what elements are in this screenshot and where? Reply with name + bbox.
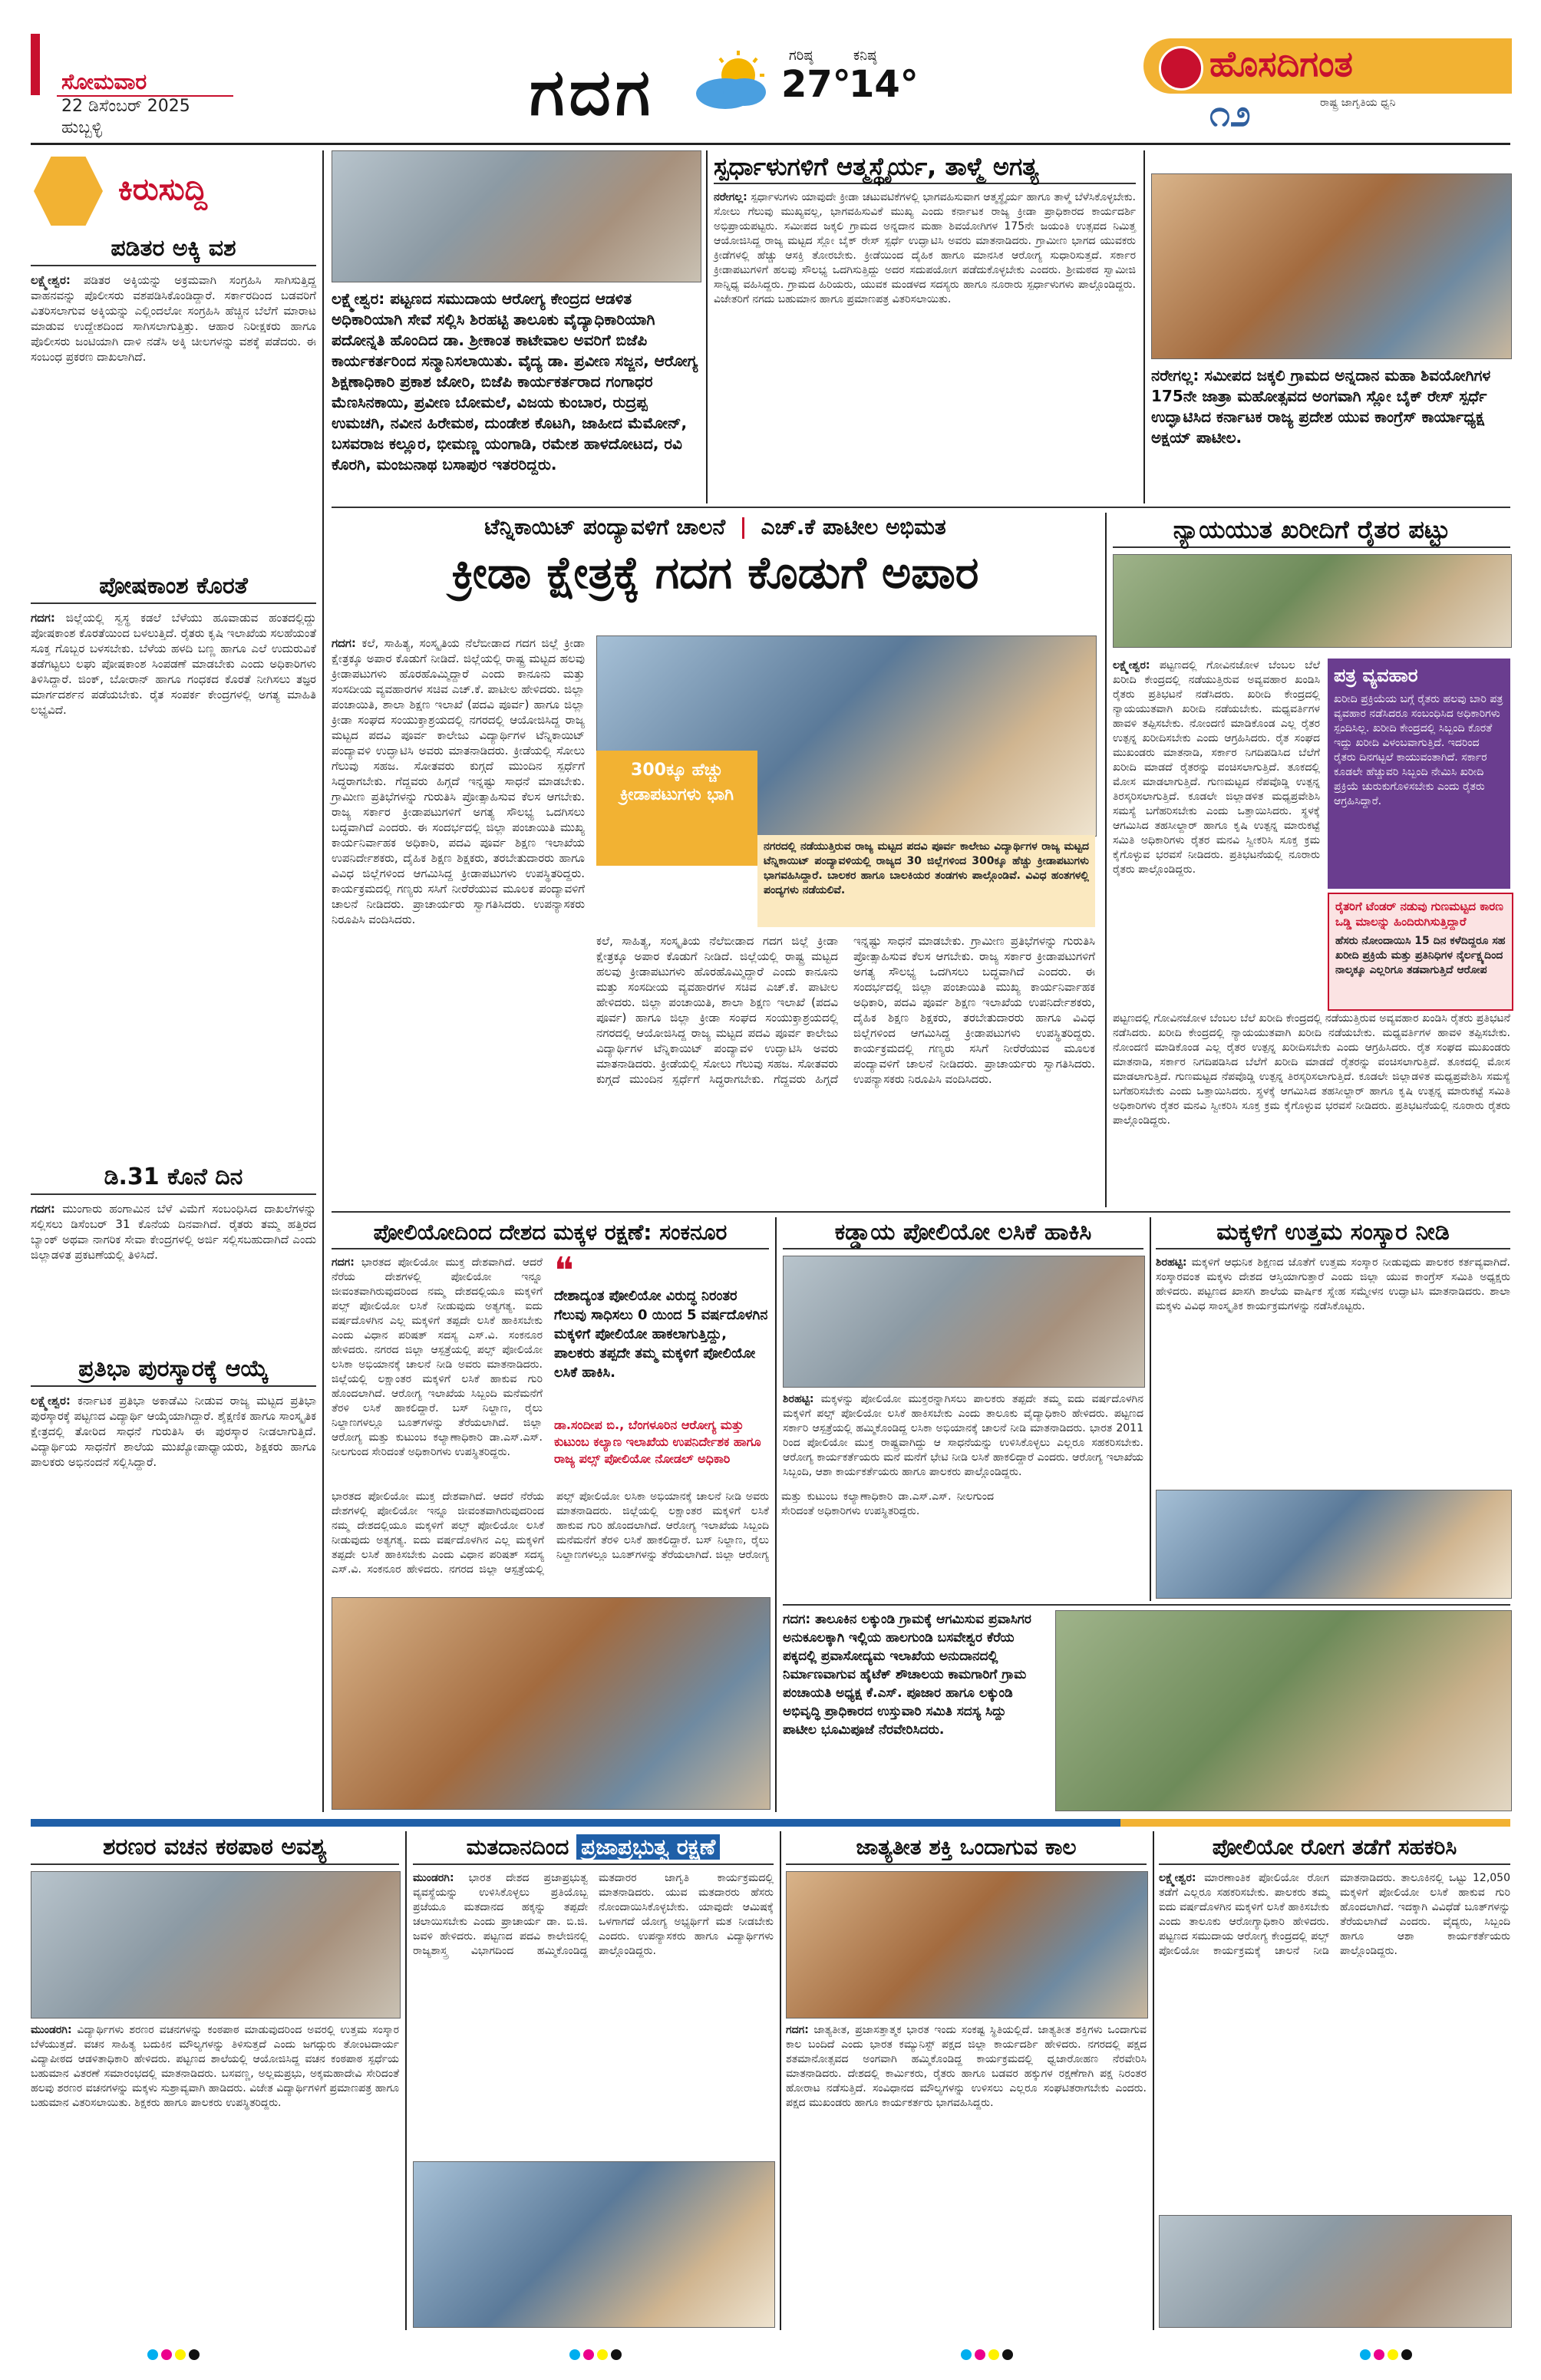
school-event-photo — [1156, 1490, 1512, 1599]
bullet-box — [1328, 893, 1513, 1011]
story-dateline: ಲಕ್ಷ್ಮೇಶ್ವರ: — [1113, 659, 1150, 672]
issue-date: 22 ಡಿಸೆಂಬರ್ 2025 — [61, 97, 190, 116]
story-dateline: ಶಿರಹಟ್ಟಿ: — [1156, 1256, 1187, 1269]
participants-badge — [596, 751, 757, 866]
newspaper-logo — [1143, 38, 1512, 138]
lakkundi-story — [783, 1610, 1510, 1812]
section-rule — [783, 1604, 1510, 1606]
ribbon-cutting-photo — [1151, 173, 1512, 359]
quote-author: ಡಾ.ಸಂದೀಪ ಬಿ., ಬೆಂಗಳೂರಿನ ಆರೋಗ್ಯ ಮತ್ತು ಕುಟುಂಬ ಕಲ್ಯಾಣ ಇಲಾಖೆಯ ಉಪನಿರ್ದೇಶಕ ಹಾಗೂ ರಾಜ್ಯ ಪಲ್ಸ್ ಪೋಲಿಯೋ ನೋಡಲ್ ಅಧಿಕಾರಿ — [554, 1418, 761, 1466]
badge-text: 300ಕ್ಕೂ ಹೆಚ್ಚು ಕ್ರೀಡಾಪಟುಗಳು ಭಾಗಿ — [619, 761, 734, 804]
kicker-left: ಟೆನ್ನಿಕಾಯಿಟ್ ಪಂದ್ಯಾವಳಿಗೆ ಚಾಲನೆ — [484, 514, 726, 540]
top-photo-story — [332, 150, 700, 503]
brief-dateline: ಲಕ್ಷ್ಮೇಶ್ವರ: — [31, 1394, 71, 1408]
letters-box — [1328, 659, 1510, 889]
kicker-right: ಎಚ್.ಕೆ ಪಾಟೀಲ ಅಭಿಮತ — [761, 514, 946, 540]
registration-marks — [1358, 2349, 1435, 2364]
section-rule — [332, 507, 1510, 508]
farmers-protest-photo — [1113, 554, 1512, 648]
story-body: ವಿದ್ಯಾರ್ಥಿಗಳು ಶರಣರ ವಚನಗಳನ್ನು ಕಂಠಪಾಠ ಮಾಡುವುದರಿಂದ ಅವರಲ್ಲಿ ಉತ್ತಮ ಸಂಸ್ಕಾರ ಬೆಳೆಯುತ್ತದೆ. ವಚನ ಸಾಹಿತ್ಯ ಬದುಕಿನ ಮೌಲ್ಯಗಳನ್ನು ತಿಳಿಸುತ್ತದೆ ಎಂದು ಜಗದ್ಗುರು ತೋಂಟದಾರ್ಯ ವಿದ್ಯಾಪೀಠದ ಆಡಳಿತಾಧಿಕಾರಿ ಹೇಳಿದರು. ಪಟ್ಟಣದ ಶಾಲೆಯಲ್ಲಿ ಆಯೋಜಿಸಿದ್ದ ವಚನ ಕಂಠಪಾಠ ಸ್ಪರ್ಧೆಯ ಬಹುಮಾನ ವಿತರಣೆ ಸಮಾರಂಭದಲ್ಲಿ ಮಾತನಾಡಿದರು. ಬಸವಣ್ಣ, ಅಲ್ಲಮಪ್ರಭು, ಅಕ್ಕಮಹಾದೇವಿ ಸೇರಿದಂತೆ ಹಲವು ಶರಣರ ವಚನಗಳನ್ನು ಮಕ್ಕಳು ಸುಶ್ರಾವ್ಯವಾಗಿ ಹಾಡಿದರು. ವಿಜೇತ ವಿದ್ಯಾರ್ಥಿಗಳಿಗೆ ಪ್ರಮಾಣಪತ್ರ ಹಾಗೂ ಬಹುಮಾನ ವಿತರಿಸಲಾಯಿತು. ಶಿಕ್ಷಕರು ಹಾಗೂ ಪಾಲಕರು ಉಪಸ್ಥಿತರಿದ್ದರು. — [31, 2024, 399, 2109]
photo-caption: ನರೇಗಲ್ಲ: ಸಮೀಪದ ಜಕ್ಕಲಿ ಗ್ರಾಮದ ಅನ್ನದಾನ ಮಹಾ ಶಿವಯೋಗಿಗಳ 175ನೇ ಜಾತ್ರಾ ಮಹೋತ್ಸವದ ಅಂಗವಾಗಿ ಸ್ಲೋ ಬೈಕ್ ರೇಸ್ ಸ್ಪರ್ಧೆ ಉದ್ಘಾಟಿಸಿದ ಕರ್ನಾಟಕ ರಾಜ್ಯ ಪ್ರದೇಶ ಯುವ ಕಾಂಗ್ರೆಸ್ ಕಾರ್ಯಾಧ್ಯಕ್ಷ ಅಕ್ಷಯ್ ಪಾಟೀಲ. — [1151, 366, 1491, 447]
story-dateline: ಗದಗ: — [786, 2024, 809, 2036]
bottom-story-polio — [1159, 1831, 1510, 2330]
samskara-story — [1156, 1217, 1510, 1601]
weather-block — [691, 46, 921, 138]
story-body: ಮಾರಣಾಂತಿಕ ಪೋಲಿಯೋ ರೋಗ ತಡೆಗೆ ಎಲ್ಲರೂ ಸಹಕರಿಸಬೇಕು. ಪಾಲಕರು ತಮ್ಮ ಐದು ವರ್ಷದೊಳಗಿನ ಮಕ್ಕಳಿಗೆ ಲಸಿಕೆ ಹಾಕಿಸಬೇಕು ಎಂದು ತಾಲೂಕು ಆರೋಗ್ಯಾಧಿಕಾರಿ ಹೇಳಿದರು. ಪಟ್ಟಣದ ಸಮುದಾಯ ಆರೋಗ್ಯ ಕೇಂದ್ರದಲ್ಲಿ ಪಲ್ಸ್ ಪೋಲಿಯೋ ಕಾರ್ಯಕ್ರಮಕ್ಕೆ ಚಾಲನೆ ನೀಡಿ ಮಾತನಾಡಿದರು. ತಾಲೂಕಿನಲ್ಲಿ ಒಟ್ಟು 12,050 ಮಕ್ಕಳಿಗೆ ಪೋಲಿಯೋ ಲಸಿಕೆ ಹಾಕುವ ಗುರಿ ಹೊಂದಲಾಗಿದೆ. ಇದಕ್ಕಾಗಿ ವಿವಿಧೆಡೆ ಬೂತ್‌ಗಳನ್ನು ತೆರೆಯಲಾಗಿದೆ ಎಂದರು. ವೈದ್ಯರು, ಸಿಬ್ಬಂದಿ ಹಾಗೂ ಆಶಾ ಕಾರ್ಯಕರ್ತೆಯರು ಪಾಲ್ಗೊಂಡಿದ್ದರು. — [1159, 1872, 1510, 1957]
polio-drops-photo — [332, 1597, 770, 1810]
brief-dateline: ಗದಗ: — [31, 1202, 55, 1216]
issue-day: ಸೋಮವಾರ — [61, 69, 147, 94]
brief-body: ಜಿಲ್ಲೆಯಲ್ಲಿ ಸ್ವಸ್ಥ ಕಡಲೆ ಬೆಳೆಯು ಹೂವಾಡುವ ಹಂತದಲ್ಲಿದ್ದು ಪೋಷಕಾಂಶ ಕೊರತೆಯಿಂದ ಬಳಲುತ್ತಿದೆ. ರೈತರು ಕೃಷಿ ಇಲಾಖೆಯ ಸಲಹೆಯಂತೆ ಸೂಕ್ತ ಗೊಬ್ಬರ ಬಳಸಬೇಕು. ಬೆಳೆಯ ಹಳದಿ ಬಣ್ಣ ಹಾಗೂ ಎಲೆ ಉದುರುವಿಕೆ ತಡೆಗಟ್ಟಲು ಲಘು ಪೋಷಕಾಂಶ ಸಿಂಪಡಣೆ ಮಾಡಬೇಕು ಎಂದು ಅಧಿಕಾರಿಗಳು ತಿಳಿಸಿದ್ದಾರೆ. ಜಿಂಕ್, ಬೋರಾನ್ ಹಾಗೂ ಗಂಧಕದ ಕೊರತೆ ನೀಗಿಸಲು ತಜ್ಞರ ಮಾರ್ಗದರ್ಶನ ಪಡೆಯಬೇಕು. ರೈತ ಸಂಪರ್ಕ ಕೇಂದ್ರಗಳಲ್ಲಿ ಅಗತ್ಯ ಮಾಹಿತಿ ಲಭ್ಯವಿದೆ. — [31, 611, 316, 717]
story-headline: ಸ್ಪರ್ಧಾಳುಗಳಿಗೆ ಆತ್ಮಸ್ಥೈರ್ಯ, ತಾಳ್ಮೆ ಅಗತ್ಯ — [714, 150, 1136, 184]
column-divider — [1150, 1217, 1151, 1601]
photo-caption: ಲಕ್ಷ್ಮೇಶ್ವರ: ಪಟ್ಟಣದ ಸಮುದಾಯ ಆರೋಗ್ಯ ಕೇಂದ್ರದ ಆಡಳಿತ ಅಧಿಕಾರಿಯಾಗಿ ಸೇವೆ ಸಲ್ಲಿಸಿ ಶಿರಹಟ್ಟಿ ತಾಲೂಕು ವೈದ್ಯಾಧಿಕಾರಿಯಾಗಿ ಪದೋನ್ನತಿ ಹೊಂದಿದ ಡಾ. ಶ್ರೀಕಾಂತ ಕಾಟೇವಾಲ ಅವರಿಗೆ ಬಿಜೆಪಿ ಕಾರ್ಯಕರ್ತರಿಂದ ಸನ್ಮಾನಿಸಲಾಯಿತು. ವೈದ್ಯ ಡಾ. ಪ್ರವೀಣ ಸಜ್ಜನ, ಆರೋಗ್ಯ ಶಿಕ್ಷಣಾಧಿಕಾರಿ ಪ್ರಕಾಶ ಜೋರಿ, ಬಿಜೆಪಿ ಕಾರ್ಯಕರ್ತರಾದ ಗಂಗಾಧರ ಮೆಣಸಿನಕಾಯಿ, ಪ್ರವೀಣ ಬೋಮಲೆ, ವಿಜಯ ಕುಂಬಾರ, ರುದ್ರಪ್ಪ ಉಮಚಗಿ, ನವೀನ ಹಿರೇಮಠ, ದುಂಡೇಶ ಕೊಟಗಿ, ಜಾಹೀದ ಮೆಮೋನ್, ಬಸವರಾಜ ಕಲ್ಲೂರ, ಭೀಮಣ್ಣ ಯಂಗಾಡಿ, ರಮೇಶ ಹಾಳದೋಟದ, ರವಿ ಕೊರಗಿ, ಮಂಜುನಾಥ ಬಸಾಪುರ ಇತರರಿದ್ದರು. — [332, 289, 698, 474]
lead-body-continued: ಕಲೆ, ಸಾಹಿತ್ಯ, ಸಂಸ್ಕೃತಿಯ ನೆಲೆಬೀಡಾದ ಗದಗ ಜಿಲ್ಲೆ ಕ್ರೀಡಾ ಕ್ಷೇತ್ರಕ್ಕೂ ಅಪಾರ ಕೊಡುಗೆ ನೀಡಿದೆ. ಜಿಲ್ಲೆಯಲ್ಲಿ ರಾಷ್ಟ್ರ ಮಟ್ಟದ ಹಲವು ಕ್ರೀಡಾಪಟುಗಳು ಹೊರಹೊಮ್ಮಿದ್ದಾರೆ ಎಂದು ಕಾನೂನು ಮತ್ತು ಸಂಸದೀಯ ವ್ಯವಹಾರಗಳ ಸಚಿವ ಎಚ್.ಕೆ. ಪಾಟೀಲ ಹೇಳಿದರು. ಜಿಲ್ಲಾ ಪಂಚಾಯಿತಿ, ಶಾಲಾ ಶಿಕ್ಷಣ ಇಲಾಖೆ (ಪದವಿ ಪೂರ್ವ) ಹಾಗೂ ಜಿಲ್ಲಾ ಕ್ರೀಡಾ ಸಂಘದ ಸಂಯುಕ್ತಾಶ್ರಯದಲ್ಲಿ ನಗರದಲ್ಲಿ ಆಯೋಜಿಸಿದ್ದ ರಾಜ್ಯ ಮಟ್ಟದ ಪದವಿ ಪೂರ್ವ ಕಾಲೇಜು ವಿದ್ಯಾರ್ಥಿಗಳ ಟೆನ್ನಿಕಾಯಿಟ್ ಪಂದ್ಯಾವಳಿ ಉದ್ಘಾಟಿಸಿ ಅವರು ಮಾತನಾಡಿದರು. ಕ್ರೀಡೆಯಲ್ಲಿ ಸೋಲು ಗೆಲುವು ಸಹಜ. ಸೋತವರು ಕುಗ್ಗದೆ ಮುಂದಿನ ಸ್ಪರ್ಧೆಗೆ ಸಿದ್ಧರಾಗಬೇಕು. ಗೆದ್ದವರು ಹಿಗ್ಗದೆ ಇನ್ನಷ್ಟು ಸಾಧನೆ ಮಾಡಬೇಕು. ಗ್ರಾಮೀಣ ಪ್ರತಿಭೆಗಳನ್ನು ಗುರುತಿಸಿ ಪ್ರೋತ್ಸಾಹಿಸುವ ಕೆಲಸ ಆಗಬೇಕು. ರಾಜ್ಯ ಸರ್ಕಾರ ಕ್ರೀಡಾಪಟುಗಳಿಗೆ ಅಗತ್ಯ ಸೌಲಭ್ಯ ಒದಗಿಸಲು ಬದ್ಧವಾಗಿದೆ ಎಂದರು. ಈ ಸಂದರ್ಭದಲ್ಲಿ ಜಿಲ್ಲಾ ಪಂಚಾಯಿತಿ ಮುಖ್ಯ ಕಾರ್ಯನಿರ್ವಾಹಕ ಅಧಿಕಾರಿ, ಪದವಿ ಪೂರ್ವ ಶಿಕ್ಷಣ ಇಲಾಖೆಯ ಉಪನಿರ್ದೇಶಕರು, ದೈಹಿಕ ಶಿಕ್ಷಣ ಶಿಕ್ಷಕರು, ತರಬೇತುದಾರರು ಹಾಗೂ ವಿವಿಧ ಜಿಲ್ಲೆಗಳಿಂದ ಆಗಮಿಸಿದ್ದ ಕ್ರೀಡಾಪಟುಗಳು ಉಪಸ್ಥಿತರಿದ್ದರು. ಕಾರ್ಯಕ್ರಮದಲ್ಲಿ ಗಣ್ಯರು ಸಸಿಗೆ ನೀರೆರೆಯುವ ಮೂಲಕ ಪಂದ್ಯಾವಳಿಗೆ ಚಾಲನೆ ನೀಡಿದರು. ಪ್ರಾಚಾರ್ಯರು ಸ್ವಾಗತಿಸಿದರು. ಉಪನ್ಯಾಸಕರು ನಿರೂಪಿಸಿ ವಂದಿಸಿದರು. — [596, 934, 1095, 1086]
story-dateline: ಶಿರಹಟ್ಟಿ: — [783, 1393, 814, 1405]
brief-body: ಪಡಿತರ ಅಕ್ಕಿಯನ್ನು ಅಕ್ರಮವಾಗಿ ಸಂಗ್ರಹಿಸಿ ಸಾಗಿಸುತ್ತಿದ್ದ ವಾಹನವನ್ನು ಪೊಲೀಸರು ವಶಪಡಿಸಿಕೊಂಡಿದ್ದಾರೆ. ಸರ್ಕಾರದಿಂದ ಬಡವರಿಗೆ ವಿತರಿಸಲಾಗುವ ಅಕ್ಕಿಯನ್ನು ಎಲ್ಲಿಂದಲೋ ಸಂಗ್ರಹಿಸಿ ಹೆಚ್ಚಿನ ಬೆಲೆಗೆ ಮಾರಾಟ ಮಾಡುವ ಉದ್ದೇಶದಿಂದ ಸಾಗಿಸಲಾಗುತ್ತಿತ್ತು. ಆಹಾರ ನಿರೀಕ್ಷಕರು ಹಾಗೂ ಪೊಲೀಸರು ಜಂಟಿಯಾಗಿ ದಾಳಿ ನಡೆಸಿ ಅಕ್ಕಿ ಚೀಲಗಳನ್ನು ವಶಕ್ಕೆ ಪಡೆದರು. ಈ ಸಂಬಂಧ ಪ್ರಕರಣ ದಾಖಲಾಗಿದೆ. — [31, 273, 316, 364]
sports-story — [714, 150, 1136, 503]
paper-tagline: ರಾಷ್ಟ್ರ ಜಾಗೃತಿಯ ಧ್ವನಿ — [1320, 97, 1396, 109]
felicitation-photo — [332, 150, 701, 282]
bottom-color-banner — [31, 1819, 1510, 1827]
kaddaya-story — [783, 1217, 1143, 1601]
story-body-continued: ಭಾರತದ ಪೋಲಿಯೋ ಮುಕ್ತ ದೇಶವಾಗಿದೆ. ಆದರೆ ನೆರೆಯ ದೇಶಗಳಲ್ಲಿ ಪೋಲಿಯೋ ಇನ್ನೂ ಜೀವಂತವಾಗಿರುವುದರಿಂದ ನಮ್ಮ ದೇಶದಲ್ಲಿಯೂ ಮಕ್ಕಳಿಗೆ ಪಲ್ಸ್ ಪೋಲಿಯೋ ಲಸಿಕೆ ನೀಡುವುದು ಅತ್ಯಗತ್ಯ. ಐದು ವರ್ಷದೊಳಗಿನ ಎಲ್ಲ ಮಕ್ಕಳಿಗೆ ತಪ್ಪದೇ ಲಸಿಕೆ ಹಾಕಿಸಬೇಕು ಎಂದು ವಿಧಾನ ಪರಿಷತ್ ಸದಸ್ಯ ಎಸ್.ವಿ. ಸಂಕನೂರ ಹೇಳಿದರು. ನಗರದ ಜಿಲ್ಲಾ ಆಸ್ಪತ್ರೆಯಲ್ಲಿ ಪಲ್ಸ್ ಪೋಲಿಯೋ ಲಸಿಕಾ ಅಭಿಯಾನಕ್ಕೆ ಚಾಲನೆ ನೀಡಿ ಅವರು ಮಾತನಾಡಿದರು. ಜಿಲ್ಲೆಯಲ್ಲಿ ಲಕ್ಷಾಂತರ ಮಕ್ಕಳಿಗೆ ಲಸಿಕೆ ಹಾಕುವ ಗುರಿ ಹೊಂದಲಾಗಿದೆ. ಆರೋಗ್ಯ ಇಲಾಖೆಯ ಸಿಬ್ಬಂದಿ ಮನೆಮನೆಗೆ ತೆರಳಿ ಲಸಿಕೆ ಹಾಕಲಿದ್ದಾರೆ. ಬಸ್ ನಿಲ್ದಾಣ, ರೈಲು ನಿಲ್ದಾಣಗಳಲ್ಲೂ ಬೂತ್‌ಗಳನ್ನು ತೆರೆಯಲಾಗಿದೆ. ಜಿಲ್ಲಾ ಆರೋಗ್ಯ ಮತ್ತು ಕುಟುಂಬ ಕಲ್ಯಾಣಾಧಿಕಾರಿ ಡಾ.ಎಸ್.ಎಸ್. ನೀಲಗುಂದ ಸೇರಿದಂತೆ ಅಧಿಕಾರಿಗಳು ಉಪಸ್ಥಿತರಿದ್ದರು. — [332, 1490, 994, 1576]
registration-marks — [959, 2349, 1036, 2364]
story-dateline: ಮುಂಡರಗಿ: — [31, 2024, 72, 2036]
photo-caption: ಗದಗ: ತಾಲೂಕಿನ ಲಕ್ಕುಂಡಿ ಗ್ರಾಮಕ್ಕೆ ಆಗಮಿಸುವ ಪ್ರವಾಸಿಗರ ಅನುಕೂಲಕ್ಕಾಗಿ ಇಲ್ಲಿಯ ಹಾಲಗುಂಡಿ ಬಸವೇಶ್ವರ ಕೆರೆಯ ಪಕ್ಕದಲ್ಲಿ ಪ್ರವಾಸೋದ್ಯಮ ಇಲಾಖೆಯ ಅನುದಾನದಲ್ಲಿ ನಿರ್ಮಾಣವಾಗುವ ಹೈಟೆಕ್ ಶೌಚಾಲಯ ಕಾಮಗಾರಿಗೆ ಗ್ರಾಮ ಪಂಚಾಯತಿ ಅಧ್ಯಕ್ಷ ಕೆ.ಎಸ್. ಪೂಜಾರ ಹಾಗೂ ಲಕ್ಕುಂಡಿ ಅಭಿವೃದ್ಧಿ ಪ್ರಾಧಿಕಾರದ ಉಸ್ತುವಾರಿ ಸಮಿತಿ ಸದಸ್ಯ ಸಿದ್ದು ಪಾಟೀಲ ಭೂಮಿಪೂಜೆ ನೆರವೇರಿಸಿದರು. — [783, 1612, 1031, 1738]
bottom-story-secular — [786, 1831, 1147, 2330]
issue-city: ಹುಬ್ಬಳ್ಳಿ — [61, 118, 103, 137]
bike-race-story — [1151, 173, 1510, 503]
story-headline: ಪೋಲಿಯೋದಿಂದ ದೇಶದ ಮಕ್ಕಳ ರಕ್ಷಣೆ: ಸಂಕನೂರ — [332, 1217, 769, 1249]
lead-headline: ಕ್ರೀಡಾ ಕ್ಷೇತ್ರಕ್ಕೆ ಗದಗ ಕೊಡುಗೆ ಅಪಾರ — [451, 546, 979, 599]
story-dateline: ಲಕ್ಷ್ಮೇಶ್ವರ: — [1159, 1872, 1196, 1884]
kirusuddi-title: ಕಿರುಸುದ್ದಿ — [118, 172, 208, 207]
kirusuddi-logo — [34, 157, 310, 227]
min-temp-label: ಕನಿಷ್ಠ — [853, 48, 877, 64]
brief-dateline: ಗದಗ: — [31, 611, 55, 625]
brief-body: ಮುಂಗಾರು ಹಂಗಾಮಿನ ಬೆಳೆ ವಿಮೆಗೆ ಸಂಬಂಧಿಸಿದ ದಾಖಲೆಗಳನ್ನು ಸಲ್ಲಿಸಲು ಡಿಸೆಂಬರ್ 31 ಕೊನೆಯ ದಿನವಾಗಿದೆ. ರೈತರು ತಮ್ಮ ಹತ್ತಿರದ ಬ್ಯಾಂಕ್ ಅಥವಾ ನಾಗರಿಕ ಸೇವಾ ಕೇಂದ್ರಗಳಲ್ಲಿ ಅರ್ಜಿ ಸಲ್ಲಿಸಬಹುದಾಗಿದೆ ಎಂದು ಜಿಲ್ಲಾಡಳಿತ ಪ್ರಕಟಣೆಯಲ್ಲಿ ತಿಳಿಸಿದೆ. — [31, 1202, 316, 1262]
lead-body: ಕಲೆ, ಸಾಹಿತ್ಯ, ಸಂಸ್ಕೃತಿಯ ನೆಲೆಬೀಡಾದ ಗದಗ ಜಿಲ್ಲೆ ಕ್ರೀಡಾ ಕ್ಷೇತ್ರಕ್ಕೂ ಅಪಾರ ಕೊಡುಗೆ ನೀಡಿದೆ. ಜಿಲ್ಲೆಯಲ್ಲಿ ರಾಷ್ಟ್ರ ಮಟ್ಟದ ಹಲವು ಕ್ರೀಡಾಪಟುಗಳು ಹೊರಹೊಮ್ಮಿದ್ದಾರೆ ಎಂದು ಕಾನೂನು ಮತ್ತು ಸಂಸದೀಯ ವ್ಯವಹಾರಗಳ ಸಚಿವ ಎಚ್.ಕೆ. ಪಾಟೀಲ ಹೇಳಿದರು. ಜಿಲ್ಲಾ ಪಂಚಾಯಿತಿ, ಶಾಲಾ ಶಿಕ್ಷಣ ಇಲಾಖೆ (ಪದವಿ ಪೂರ್ವ) ಹಾಗೂ ಜಿಲ್ಲಾ ಕ್ರೀಡಾ ಸಂಘದ ಸಂಯುಕ್ತಾಶ್ರಯದಲ್ಲಿ ನಗರದಲ್ಲಿ ಆಯೋಜಿಸಿದ್ದ ರಾಜ್ಯ ಮಟ್ಟದ ಪದವಿ ಪೂರ್ವ ಕಾಲೇಜು ವಿದ್ಯಾರ್ಥಿಗಳ ಟೆನ್ನಿಕಾಯಿಟ್ ಪಂದ್ಯಾವಳಿ ಉದ್ಘಾಟಿಸಿ ಅವರು ಮಾತನಾಡಿದರು. ಕ್ರೀಡೆಯಲ್ಲಿ ಸೋಲು ಗೆಲುವು ಸಹಜ. ಸೋತವರು ಕುಗ್ಗದೆ ಮುಂದಿನ ಸ್ಪರ್ಧೆಗೆ ಸಿದ್ಧರಾಗಬೇಕು. ಗೆದ್ದವರು ಹಿಗ್ಗದೆ ಇನ್ನಷ್ಟು ಸಾಧನೆ ಮಾಡಬೇಕು. ಗ್ರಾಮೀಣ ಪ್ರತಿಭೆಗಳನ್ನು ಗುರುತಿಸಿ ಪ್ರೋತ್ಸಾಹಿಸುವ ಕೆಲಸ ಆಗಬೇಕು. ರಾಜ್ಯ ಸರ್ಕಾರ ಕ್ರೀಡಾಪಟುಗಳಿಗೆ ಅಗತ್ಯ ಸೌಲಭ್ಯ ಒದಗಿಸಲು ಬದ್ಧವಾಗಿದೆ ಎಂದರು. ಈ ಸಂದರ್ಭದಲ್ಲಿ ಜಿಲ್ಲಾ ಪಂಚಾಯಿತಿ ಮುಖ್ಯ ಕಾರ್ಯನಿರ್ವಾಹಕ ಅಧಿಕಾರಿ, ಪದವಿ ಪೂರ್ವ ಶಿಕ್ಷಣ ಇಲಾಖೆಯ ಉಪನಿರ್ದೇಶಕರು, ದೈಹಿಕ ಶಿಕ್ಷಣ ಶಿಕ್ಷಕರು, ತರಬೇತುದಾರರು ಹಾಗೂ ವಿವಿಧ ಜಿಲ್ಲೆಗಳಿಂದ ಆಗಮಿಸಿದ್ದ ಕ್ರೀಡಾಪಟುಗಳು ಉಪಸ್ಥಿತರಿದ್ದರು. ಕಾರ್ಯಕ್ರಮದಲ್ಲಿ ಗಣ್ಯರು ಸಸಿಗೆ ನೀರೆರೆಯುವ ಮೂಲಕ ಪಂದ್ಯಾವಳಿಗೆ ಚಾಲನೆ ನೀಡಿದರು. ಪ್ರಾಚಾರ್ಯರು ಸ್ವಾಗತಿಸಿದರು. ಉಪನ್ಯಾಸಕರು ನಿರೂಪಿಸಿ ವಂದಿಸಿದರು. — [332, 636, 585, 926]
story-headline: ನ್ಯಾಯಯುತ ಖರೀದಿಗೆ ರೈತರ ಪಟ್ಟು — [1113, 513, 1510, 548]
badge-detail — [757, 835, 1095, 927]
brief-title: ಪೋಷಕಾಂಶ ಕೊರತೆ — [31, 573, 316, 604]
farmers-story — [1113, 513, 1510, 1207]
brief-title: ಪ್ರತಿಭಾ ಪುರಸ್ಕಾರಕ್ಕೆ ಆಯ್ಕೆ — [31, 1355, 316, 1387]
bhoomi-pooja-photo — [1055, 1610, 1512, 1811]
story-dateline: ಮುಂಡರಗಿ: — [413, 1872, 454, 1884]
masthead-rule — [31, 143, 1510, 145]
quote-text: ದೇಶಾದ್ಯಂತ ಪೋಲಿಯೋ ವಿರುದ್ಧ ನಿರಂತರ ಗೆಲುವು ಸಾಧಿಸಲು 0 ಯಿಂದ 5 ವರ್ಷದೊಳಗಿನ ಮಕ್ಕಳಿಗೆ ಪೋಲಿಯೋ ಹಾಕಲಾಗುತ್ತಿದ್ದು, ಪಾಲಕರು ತಪ್ಪದೇ ತಮ್ಮ ಮಕ್ಕಳಿಗೆ ಪೋಲಿಯೋ ಲಸಿಕೆ ಹಾಕಿಸಿ. — [554, 1288, 768, 1381]
column-divider — [405, 1831, 407, 2330]
story-body-continued: ಪಟ್ಟಣದಲ್ಲಿ ಗೋವಿನಜೋಳ ಬೆಂಬಲ ಬೆಲೆ ಖರೀದಿ ಕೇಂದ್ರದಲ್ಲಿ ನಡೆಯುತ್ತಿರುವ ಅವ್ಯವಹಾರ ಖಂಡಿಸಿ ರೈತರು ಪ್ರತಿಭಟನೆ ನಡೆಸಿದರು. ಖರೀದಿ ಕೇಂದ್ರದಲ್ಲಿ ನ್ಯಾಯಯುತವಾಗಿ ಖರೀದಿ ನಡೆಯಬೇಕು. ಮಧ್ಯವರ್ತಿಗಳ ಹಾವಳಿ ತಪ್ಪಿಸಬೇಕು. ನೋಂದಣಿ ಮಾಡಿಕೊಂಡ ಎಲ್ಲ ರೈತರ ಉತ್ಪನ್ನ ಖರೀದಿಸಬೇಕು ಎಂದು ಆಗ್ರಹಿಸಿದರು. ರೈತ ಸಂಘದ ಮುಖಂಡರು ಮಾತನಾಡಿ, ಸರ್ಕಾರ ನಿಗದಿಪಡಿಸಿದ ಬೆಲೆಗೆ ಖರೀದಿ ಮಾಡದೆ ರೈತರನ್ನು ವಂಚಿಸಲಾಗುತ್ತಿದೆ. ತೂಕದಲ್ಲಿ ಮೋಸ ಮಾಡಲಾಗುತ್ತಿದೆ. ಗುಣಮಟ್ಟದ ನೆಪವೊಡ್ಡಿ ಉತ್ಪನ್ನ ತಿರಸ್ಕರಿಸಲಾಗುತ್ತಿದೆ. ಕೂಡಲೇ ಜಿಲ್ಲಾಡಳಿತ ಮಧ್ಯಪ್ರವೇಶಿಸಿ ಸಮಸ್ಯೆ ಬಗೆಹರಿಸಬೇಕು ಎಂದು ಒತ್ತಾಯಿಸಿದರು. ಸ್ಥಳಕ್ಕೆ ಆಗಮಿಸಿದ ತಹಸೀಲ್ದಾರ್ ಹಾಗೂ ಕೃಷಿ ಉತ್ಪನ್ನ ಮಾರುಕಟ್ಟೆ ಸಮಿತಿ ಅಧಿಕಾರಿಗಳು ರೈತರ ಮನವಿ ಸ್ವೀಕರಿಸಿ ಸೂಕ್ತ ಕ್ರಮ ಕೈಗೊಳ್ಳುವ ಭರವಸೆ ನೀಡಿದರು. ಪ್ರತಿಭಟನೆಯಲ್ಲಿ ನೂರಾರು ರೈತರು ಪಾಲ್ಗೊಂಡಿದ್ದರು. — [1113, 1012, 1510, 1127]
story-body: ಮಕ್ಕಳಿಗೆ ಆಧುನಿಕ ಶಿಕ್ಷಣದ ಜೊತೆಗೆ ಉತ್ತಮ ಸಂಸ್ಕಾರ ನೀಡುವುದು ಪಾಲಕರ ಕರ್ತವ್ಯವಾಗಿದೆ. ಸಂಸ್ಕಾರವಂತ ಮಕ್ಕಳು ದೇಶದ ಆಸ್ತಿಯಾಗುತ್ತಾರೆ ಎಂದು ಜಿಲ್ಲಾ ಯುವ ಕಾಂಗ್ರೆಸ್ ಸಮಿತಿ ಅಧ್ಯಕ್ಷರು ಹೇಳಿದರು. ಪಟ್ಟಣದ ಖಾಸಗಿ ಶಾಲೆಯ ವಾರ್ಷಿಕ ಸ್ನೇಹ ಸಮ್ಮೇಳನ ಉದ್ಘಾಟಿಸಿ ಮಾತನಾಡಿದರು. ಶಾಲಾ ಮಕ್ಕಳು ವಿವಿಧ ಸಾಂಸ್ಕೃತಿಕ ಕಾರ್ಯಕ್ರಮಗಳನ್ನು ನಡೆಸಿಕೊಟ್ಟರು. — [1156, 1256, 1510, 1312]
column-divider — [780, 1831, 781, 2330]
page-number: ೧೨ — [1209, 92, 1251, 135]
story-headline: ಕಡ್ಡಾಯ ಪೋಲಿಯೋ ಲಸಿಕೆ ಹಾಕಿಸಿ — [783, 1217, 1143, 1249]
story-body: ಮಕ್ಕಳನ್ನು ಪೋಲಿಯೋ ಮುಕ್ತರನ್ನಾಗಿಸಲು ಪಾಲಕರು ತಪ್ಪದೇ ತಮ್ಮ ಐದು ವರ್ಷದೊಳಗಿನ ಮಕ್ಕಳಿಗೆ ಪಲ್ಸ್ ಪೋಲಿಯೋ ಲಸಿಕೆ ಹಾಕಿಸಬೇಕು ಎಂದು ತಾಲೂಕು ವೈದ್ಯಾಧಿಕಾರಿ ಹೇಳಿದರು. ಪಟ್ಟಣದ ಸರ್ಕಾರಿ ಆಸ್ಪತ್ರೆಯಲ್ಲಿ ಹಮ್ಮಿಕೊಂಡಿದ್ದ ಲಸಿಕಾ ಅಭಿಯಾನಕ್ಕೆ ಚಾಲನೆ ನೀಡಿ ಮಾತನಾಡಿದರು. ಭಾರತ 2011 ರಿಂದ ಪೋಲಿಯೋ ಮುಕ್ತ ರಾಷ್ಟ್ರವಾಗಿದ್ದು ಆ ಸಾಧನೆಯನ್ನು ಉಳಿಸಿಕೊಳ್ಳಲು ಎಲ್ಲರೂ ಸಹಕರಿಸಬೇಕು. ಆರೋಗ್ಯ ಕಾರ್ಯಕರ್ತೆಯರು ಮನೆ ಮನೆಗೆ ಭೇಟಿ ನೀಡಿ ಲಸಿಕೆ ಹಾಕಲಿದ್ದಾರೆ ಎಂದರು. ಆರೋಗ್ಯ ಇಲಾಖೆಯ ಸಿಬ್ಬಂದಿ, ಆಶಾ ಕಾರ್ಯಕರ್ತೆಯರು ಹಾಗೂ ಪಾಲಕರು ಪಾಲ್ಗೊಂಡಿದ್ದರು. — [783, 1393, 1144, 1478]
bullet-2: ಹೆಸರು ನೋಂದಾಯಿಸಿ 15 ದಿನ ಕಳೆದಿದ್ದರೂ ಸಹ ಖರೀದಿ ಪ್ರಕ್ರಿಯೆ ಮತ್ತು ಪ್ರತಿನಿಧಿಗಳ ನೈರ್ಲಕ್ಷ್ಯದಿಂದ ನಾಲ್ಕಕ್ಕೂ ಎಲ್ಲರಿಗೂ ತಡವಾಗುತ್ತಿದೆ ಆರೋಪ — [1335, 935, 1506, 976]
story-body: ಜಾತ್ಯತೀತ, ಪ್ರಜಾಸತ್ತಾತ್ಮಕ ಭಾರತ ಇಂದು ಸಂಕಷ್ಟ ಸ್ಥಿತಿಯಲ್ಲಿದೆ. ಜಾತ್ಯತೀತ ಶಕ್ತಿಗಳು ಒಂದಾಗುವ ಕಾಲ ಬಂದಿದೆ ಎಂದು ಭಾರತ ಕಮ್ಯುನಿಸ್ಟ್ ಪಕ್ಷದ ಜಿಲ್ಲಾ ಕಾರ್ಯದರ್ಶಿ ಹೇಳಿದರು. ನಗರದಲ್ಲಿ ಪಕ್ಷದ ಶತಮಾನೋತ್ಸವದ ಅಂಗವಾಗಿ ಹಮ್ಮಿಕೊಂಡಿದ್ದ ಕಾರ್ಯಕ್ರಮದಲ್ಲಿ ಧ್ವಜಾರೋಹಣ ನೆರವೇರಿಸಿ ಮಾತನಾಡಿದರು. ದೇಶದಲ್ಲಿ ಕಾರ್ಮಿಕರು, ರೈತರು ಹಾಗೂ ಬಡವರ ಹಕ್ಕುಗಳ ರಕ್ಷಣೆಗಾಗಿ ಪಕ್ಷ ನಿರಂತರ ಹೋರಾಟ ನಡೆಸುತ್ತಿದೆ. ಸಂವಿಧಾನದ ಮೌಲ್ಯಗಳನ್ನು ಉಳಿಸಲು ಎಲ್ಲರೂ ಸಂಘಟಿತರಾಗಬೇಕು ಎಂದರು. ಪಕ್ಷದ ಮುಖಂಡರು ಹಾಗೂ ಕಾರ್ಯಕರ್ತರು ಭಾಗವಹಿಸಿದ್ದರು. — [786, 2024, 1147, 2109]
story-headline: ಪೋಲಿಯೋ ರೋಗ ತಡೆಗೆ ಸಹಕರಿಸಿ — [1159, 1831, 1510, 1865]
story-headline — [413, 1831, 774, 1865]
brief-dateline: ಲಕ್ಷ್ಮೇಶ್ವರ: — [31, 273, 71, 287]
weather-cloud-sun-icon — [691, 46, 775, 123]
column-divider — [1105, 513, 1107, 1207]
max-temp-label: ಗರಿಷ್ಠ — [789, 48, 813, 64]
box-body: ಖರೀದಿ ಪ್ರಕ್ರಿಯೆಯ ಬಗ್ಗೆ ರೈತರು ಹಲವು ಬಾರಿ ಪತ್ರ ವ್ಯವಹಾರ ನಡೆಸಿದರೂ ಸಂಬಂಧಿಸಿದ ಅಧಿಕಾರಿಗಳು ಸ್ಪಂದಿಸಿಲ್ಲ. ಖರೀದಿ ಕೇಂದ್ರದಲ್ಲಿ ಸಿಬ್ಬಂದಿ ಕೊರತೆ ಇದ್ದು ಖರೀದಿ ವಿಳಂಬವಾಗುತ್ತಿದೆ. ಇದರಿಂದ ರೈತರು ದಿನಗಟ್ಟಲೆ ಕಾಯುವಂತಾಗಿದೆ. ಸರ್ಕಾರ ಕೂಡಲೇ ಹೆಚ್ಚುವರಿ ಸಿಬ್ಬಂದಿ ನೇಮಿಸಿ ಖರೀದಿ ಪ್ರಕ್ರಿಯೆ ಚುರುಕುಗೊಳಿಸಬೇಕು ಎಂದು ರೈತರು ಆಗ್ರಹಿಸಿದ್ದಾರೆ. — [1334, 693, 1503, 807]
vaccination-photo — [783, 1256, 1145, 1388]
lead-story — [332, 513, 1099, 1207]
bottom-story-voting — [413, 1831, 774, 2330]
registration-marks — [146, 2349, 223, 2364]
bottom-story-vachana — [31, 1831, 399, 2330]
story-headline: ಶರಣರ ವಚನ ಕಠಪಾಠ ಅವಶ್ಯ — [31, 1831, 399, 1865]
lead-dateline: ಗದಗ: — [332, 636, 356, 650]
quote-box — [554, 1249, 769, 1486]
lead-kicker — [332, 513, 1099, 542]
brief-title: ಪಡಿತರ ಅಕ್ಕಿ ವಶ — [31, 235, 316, 266]
voting-awareness-photo — [413, 2161, 775, 2328]
vachana-photo — [31, 1871, 401, 2019]
section-rule — [332, 1211, 1510, 1213]
paper-name: ಹೊಸದಿಗಂತ — [1209, 43, 1353, 84]
dateline-block — [31, 31, 430, 138]
story-body: ಭಾರತದ ಪೋಲಿಯೋ ಮುಕ್ತ ದೇಶವಾಗಿದೆ. ಆದರೆ ನೆರೆಯ ದೇಶಗಳಲ್ಲಿ ಪೋಲಿಯೋ ಇನ್ನೂ ಜೀವಂತವಾಗಿರುವುದರಿಂದ ನಮ್ಮ ದೇಶದಲ್ಲಿಯೂ ಮಕ್ಕಳಿಗೆ ಪಲ್ಸ್ ಪೋಲಿಯೋ ಲಸಿಕೆ ನೀಡುವುದು ಅತ್ಯಗತ್ಯ. ಐದು ವರ್ಷದೊಳಗಿನ ಎಲ್ಲ ಮಕ್ಕಳಿಗೆ ತಪ್ಪದೇ ಲಸಿಕೆ ಹಾಕಿಸಬೇಕು ಎಂದು ವಿಧಾನ ಪರಿಷತ್ ಸದಸ್ಯ ಎಸ್.ವಿ. ಸಂಕನೂರ ಹೇಳಿದರು. ನಗರದ ಜಿಲ್ಲಾ ಆಸ್ಪತ್ರೆಯಲ್ಲಿ ಪಲ್ಸ್ ಪೋಲಿಯೋ ಲಸಿಕಾ ಅಭಿಯಾನಕ್ಕೆ ಚಾಲನೆ ನೀಡಿ ಅವರು ಮಾತನಾಡಿದರು. ಜಿಲ್ಲೆಯಲ್ಲಿ ಲಕ್ಷಾಂತರ ಮಕ್ಕಳಿಗೆ ಲಸಿಕೆ ಹಾಕುವ ಗುರಿ ಹೊಂದಲಾಗಿದೆ. ಆರೋಗ್ಯ ಇಲಾಖೆಯ ಸಿಬ್ಬಂದಿ ಮನೆಮನೆಗೆ ತೆರಳಿ ಲಸಿಕೆ ಹಾಕಲಿದ್ದಾರೆ. ಬಸ್ ನಿಲ್ದಾಣ, ರೈಲು ನಿಲ್ದಾಣಗಳಲ್ಲೂ ಬೂತ್‌ಗಳನ್ನು ತೆರೆಯಲಾಗಿದೆ. ಜಿಲ್ಲಾ ಆರೋಗ್ಯ ಮತ್ತು ಕುಟುಂಬ ಕಲ್ಯಾಣಾಧಿಕಾರಿ ಡಾ.ಎಸ್.ಎಸ್. ನೀಲಗುಂದ ಸೇರಿದಂತೆ ಅಧಿಕಾರಿಗಳು ಉಪಸ್ಥಿತರಿದ್ದರು. — [332, 1256, 543, 1458]
story-headline: ಮಕ್ಕಳಿಗೆ ಉತ್ತಮ ಸಂಸ್ಕಾರ ನೀಡಿ — [1156, 1217, 1510, 1249]
brief-body: ಕರ್ನಾಟಕ ಪ್ರತಿಭಾ ಅಕಾಡೆಮಿ ನೀಡುವ ರಾಜ್ಯ ಮಟ್ಟದ ಪ್ರತಿಭಾ ಪುರಸ್ಕಾರಕ್ಕೆ ಪಟ್ಟಣದ ವಿದ್ಯಾರ್ಥಿ ಆಯ್ಕೆಯಾಗಿದ್ದಾರೆ. ಶೈಕ್ಷಣಿಕ ಹಾಗೂ ಸಾಂಸ್ಕೃತಿಕ ಕ್ಷೇತ್ರದಲ್ಲಿ ತೋರಿದ ಸಾಧನೆ ಗುರುತಿಸಿ ಈ ಪುರಸ್ಕಾರ ನೀಡಲಾಗುತ್ತಿದೆ. ವಿದ್ಯಾರ್ಥಿಯ ಸಾಧನೆಗೆ ಶಾಲೆಯ ಮುಖ್ಯೋಪಾಧ್ಯಾಯರು, ಶಿಕ್ಷಕರು ಹಾಗೂ ಪಾಲಕರು ಅಭಿನಂದನೆ ಸಲ್ಲಿಸಿದ್ದಾರೆ. — [31, 1394, 316, 1469]
box-title: ಪತ್ರ ವ್ಯವಹಾರ — [1334, 665, 1418, 686]
polio-camp-photo — [1159, 2215, 1512, 2328]
column-divider — [322, 150, 324, 1812]
quote-icon: ❝ — [554, 1249, 574, 1292]
story-headline: ಜಾತ್ಯತೀತ ಶಕ್ತಿ ಒಂದಾಗುವ ಕಾಲ — [786, 1831, 1147, 1865]
headline-right: ಪ್ರಜಾಪ್ರಭುತ್ವ ರಕ್ಷಣೆ — [576, 1834, 720, 1860]
brief-4 — [31, 1355, 316, 1823]
column-divider — [706, 150, 708, 503]
column-divider — [1153, 1831, 1154, 2330]
headline-left: ಮತದಾನದಿಂದ — [466, 1834, 569, 1860]
flag-hoisting-photo — [786, 1871, 1148, 2019]
column-divider — [775, 1217, 777, 1812]
story-body: ಸ್ಪರ್ಧಾಳುಗಳು ಯಾವುದೇ ಕ್ರೀಡಾ ಚಟುವಟಿಕೆಗಳಲ್ಲಿ ಭಾಗವಹಿಸುವಾಗ ಆತ್ಮಸ್ಥೈರ್ಯ ಹಾಗೂ ತಾಳ್ಮೆ ಬೆಳೆಸಿಕೊಳ್ಳಬೇಕು. ಸೋಲು ಗೆಲುವು ಮುಖ್ಯವಲ್ಲ, ಭಾಗವಹಿಸುವಿಕೆ ಮುಖ್ಯ ಎಂದು ಕರ್ನಾಟಕ ರಾಜ್ಯ ಕ್ರೀಡಾ ಪ್ರಾಧಿಕಾರದ ಕಾರ್ಯದರ್ಶಿ ಅಭಿಪ್ರಾಯಪಟ್ಟರು. ಸಮೀಪದ ಜಕ್ಕಲಿ ಗ್ರಾಮದ ಅನ್ನದಾನ ಮಹಾ ಶಿವಯೋಗಿಗಳ 175ನೇ ಜಯಂತಿ ಉತ್ಸವದ ನಿಮಿತ್ತ ಆಯೋಜಿಸಿದ್ದ ರಾಜ್ಯ ಮಟ್ಟದ ಸ್ಲೋ ಬೈಕ್ ರೇಸ್ ಸ್ಪರ್ಧೆ ಉದ್ಘಾಟಿಸಿ ಅವರು ಮಾತನಾಡಿದರು. ಗ್ರಾಮೀಣ ಭಾಗದ ಯುವಕರು ಕ್ರೀಡೆಗಳಲ್ಲಿ ಹೆಚ್ಚು ಆಸಕ್ತಿ ತೋರಬೇಕು. ಕ್ರೀಡೆಯಿಂದ ದೈಹಿಕ ಹಾಗೂ ಮಾನಸಿಕ ಆರೋಗ್ಯ ಸುಧಾರಿಸುತ್ತದೆ. ಸರ್ಕಾರ ಕ್ರೀಡಾಪಟುಗಳಿಗೆ ಹಲವು ಸೌಲಭ್ಯ ಒದಗಿಸುತ್ತಿದ್ದು ಅದರ ಸದುಪಯೋಗ ಪಡೆದುಕೊಳ್ಳಬೇಕು ಎಂದರು. ಶ್ರೀಮಠದ ಸ್ವಾಮೀಜಿ ಸಾನ್ನಿಧ್ಯ ವಹಿಸಿದ್ದರು. ಗ್ರಾಮದ ಹಿರಿಯರು, ಯುವಕ ಮಂಡಳದ ಸದಸ್ಯರು ಹಾಗೂ ನೂರಾರು ಸ್ಪರ್ಧಾಳುಗಳು ಪಾಲ್ಗೊಂಡಿದ್ದರು. ವಿಜೇತರಿಗೆ ನಗದು ಬಹುಮಾನ ಹಾಗೂ ಪ್ರಮಾಣಪತ್ರ ವಿತರಿಸಲಾಯಿತು. — [714, 191, 1136, 305]
logo-emblem-icon — [1159, 46, 1203, 91]
column-divider — [1143, 150, 1145, 503]
story-body: ಭಾರತ ದೇಶದ ಪ್ರಜಾಪ್ರಭುತ್ವ ವ್ಯವಸ್ಥೆಯನ್ನು ಉಳಿಸಿಕೊಳ್ಳಲು ಪ್ರತಿಯೊಬ್ಬ ಪ್ರಜೆಯೂ ಮತದಾನದ ಹಕ್ಕನ್ನು ತಪ್ಪದೇ ಚಲಾಯಿಸಬೇಕು ಎಂದು ಪ್ರಾಚಾರ್ಯ ಡಾ. ಬಿ.ಜಿ. ಜವಳಿ ಹೇಳಿದರು. ಪಟ್ಟಣದ ಪದವಿ ಕಾಲೇಜಿನಲ್ಲಿ ರಾಜ್ಯಶಾಸ್ತ್ರ ವಿಭಾಗದಿಂದ ಹಮ್ಮಿಕೊಂಡಿದ್ದ ಮತದಾರರ ಜಾಗೃತಿ ಕಾರ್ಯಕ್ರಮದಲ್ಲಿ ಮಾತನಾಡಿದರು. ಯುವ ಮತದಾರರು ಹೆಸರು ನೋಂದಾಯಿಸಿಕೊಳ್ಳಬೇಕು. ಯಾವುದೇ ಆಮಿಷಕ್ಕೆ ಒಳಗಾಗದೆ ಯೋಗ್ಯ ಅಭ್ಯರ್ಥಿಗೆ ಮತ ನೀಡಬೇಕು ಎಂದರು. ಉಪನ್ಯಾಸಕರು ಹಾಗೂ ವಿದ್ಯಾರ್ಥಿಗಳು ಪಾಲ್ಗೊಂಡಿದ್ದರು. — [413, 1872, 774, 1957]
pointing-hand-icon — [34, 157, 103, 226]
story-dateline: ಗದಗ: — [332, 1256, 355, 1269]
brief-1 — [31, 235, 316, 556]
edition-name: ಗದಗ — [530, 54, 655, 130]
min-temp: 14° — [849, 63, 919, 106]
story-dateline: ನರೇಗಲ್ಲ: — [714, 191, 747, 203]
story-body: ಪಟ್ಟಣದಲ್ಲಿ ಗೋವಿನಜೋಳ ಬೆಂಬಲ ಬೆಲೆ ಖರೀದಿ ಕೇಂದ್ರದಲ್ಲಿ ನಡೆಯುತ್ತಿರುವ ಅವ್ಯವಹಾರ ಖಂಡಿಸಿ ರೈತರು ಪ್ರತಿಭಟನೆ ನಡೆಸಿದರು. ಖರೀದಿ ಕೇಂದ್ರದಲ್ಲಿ ನ್ಯಾಯಯುತವಾಗಿ ಖರೀದಿ ನಡೆಯಬೇಕು. ಮಧ್ಯವರ್ತಿಗಳ ಹಾವಳಿ ತಪ್ಪಿಸಬೇಕು. ನೋಂದಣಿ ಮಾಡಿಕೊಂಡ ಎಲ್ಲ ರೈತರ ಉತ್ಪನ್ನ ಖರೀದಿಸಬೇಕು ಎಂದು ಆಗ್ರಹಿಸಿದರು. ರೈತ ಸಂಘದ ಮುಖಂಡರು ಮಾತನಾಡಿ, ಸರ್ಕಾರ ನಿಗದಿಪಡಿಸಿದ ಬೆಲೆಗೆ ಖರೀದಿ ಮಾಡದೆ ರೈತರನ್ನು ವಂಚಿಸಲಾಗುತ್ತಿದೆ. ತೂಕದಲ್ಲಿ ಮೋಸ ಮಾಡಲಾಗುತ್ತಿದೆ. ಗುಣಮಟ್ಟದ ನೆಪವೊಡ್ಡಿ ಉತ್ಪನ್ನ ತಿರಸ್ಕರಿಸಲಾಗುತ್ತಿದೆ. ಕೂಡಲೇ ಜಿಲ್ಲಾಡಳಿತ ಮಧ್ಯಪ್ರವೇಶಿಸಿ ಸಮಸ್ಯೆ ಬಗೆಹರಿಸಬೇಕು ಎಂದು ಒತ್ತಾಯಿಸಿದರು. ಸ್ಥಳಕ್ಕೆ ಆಗಮಿಸಿದ ತಹಸೀಲ್ದಾರ್ ಹಾಗೂ ಕೃಷಿ ಉತ್ಪನ್ನ ಮಾರುಕಟ್ಟೆ ಸಮಿತಿ ಅಧಿಕಾರಿಗಳು ರೈತರ ಮನವಿ ಸ್ವೀಕರಿಸಿ ಸೂಕ್ತ ಕ್ರಮ ಕೈಗೊಳ್ಳುವ ಭರವಸೆ ನೀಡಿದರು. ಪ್ರತಿಭಟನೆಯಲ್ಲಿ ನೂರಾರು ರೈತರು ಪಾಲ್ಗೊಂಡಿದ್ದರು. — [1113, 659, 1321, 876]
brief-title: ಡಿ.31 ಕೊನೆ ದಿನ — [31, 1164, 316, 1195]
bullet-1: ರೈತರಿಗೆ ಟೆಂಡರ್ ನಡುವು ಗುಣಮಟ್ಟದ ಕಾರಣ ಒಡ್ಡಿ ಮಾಲನ್ನು ಹಿಂದಿರುಗಿಸುತ್ತಿದ್ದಾರೆ — [1335, 900, 1503, 929]
kirusuddi-column — [31, 150, 316, 1812]
max-temp: 27° — [781, 63, 851, 106]
badge-detail-text: ನಗರದಲ್ಲಿ ನಡೆಯುತ್ತಿರುವ ರಾಜ್ಯ ಮಟ್ಟದ ಪದವಿ ಪೂರ್ವ ಕಾಲೇಜು ವಿದ್ಯಾರ್ಥಿಗಳ ರಾಜ್ಯ ಮಟ್ಟದ ಟೆನ್ನಿಕಾಯಿಟ್ ಪಂದ್ಯಾವಳಿಯಲ್ಲಿ ರಾಜ್ಯದ 30 ಜಿಲ್ಲೆಗಳಿಂದ 300ಕ್ಕೂ ಹೆಚ್ಚು ಕ್ರೀಡಾಪಟುಗಳು ಭಾಗವಹಿಸಿದ್ದಾರೆ. ಬಾಲಕರ ಹಾಗೂ ಬಾಲಕಿಯರ ತಂಡಗಳು ಪಾಲ್ಗೊಂಡಿವೆ. ವಿವಿಧ ಹಂತಗಳಲ್ಲಿ ಪಂದ್ಯಗಳು ನಡೆಯಲಿವೆ. — [764, 840, 1089, 896]
registration-marks — [568, 2349, 645, 2364]
